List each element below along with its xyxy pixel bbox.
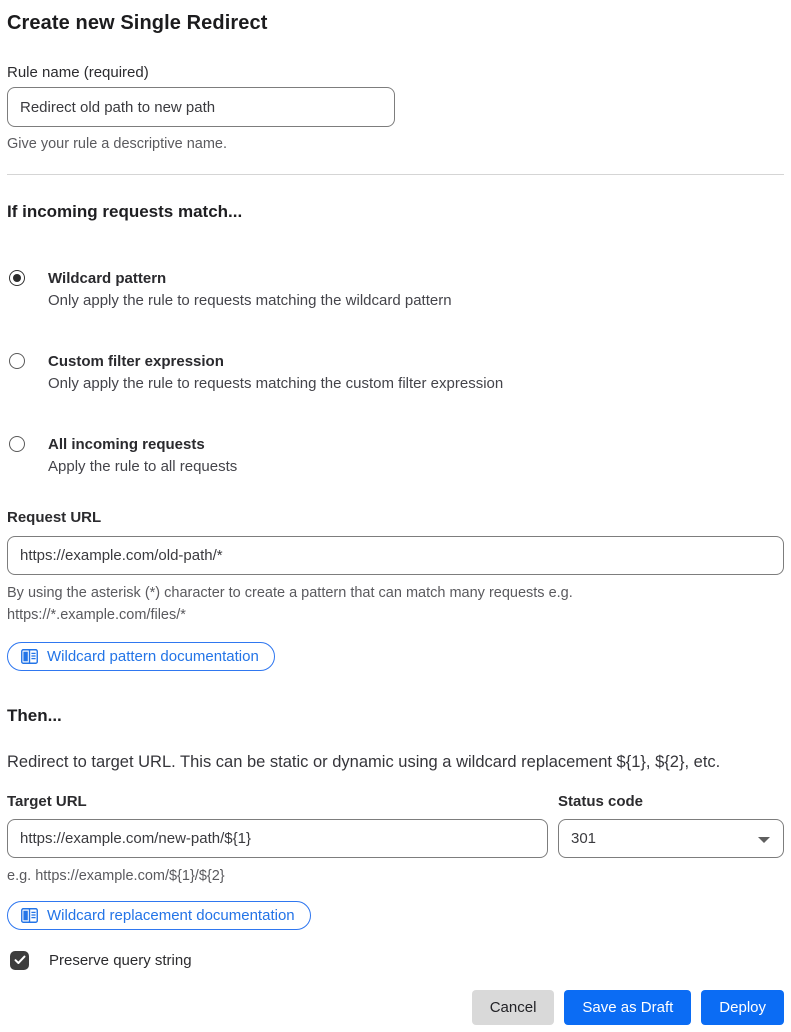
open-book-icon bbox=[21, 908, 38, 923]
status-code-label: Status code bbox=[558, 793, 644, 810]
preserve-query-checkbox[interactable] bbox=[10, 951, 29, 970]
radio-description: Apply the rule to all requests bbox=[48, 458, 238, 475]
radio-unselected-icon[interactable] bbox=[9, 436, 25, 452]
request-url-help: By using the asterisk (*) character to create a pattern that can match many requests e.g. https://*.example.com/files/* bbox=[7, 585, 573, 623]
open-book-icon bbox=[21, 649, 38, 664]
radio-selected-icon[interactable] bbox=[9, 270, 25, 286]
request-url-input[interactable] bbox=[7, 536, 784, 575]
radio-option-wildcard-pattern[interactable] bbox=[7, 268, 784, 312]
chevron-down-icon bbox=[758, 837, 770, 843]
cancel-button[interactable]: Cancel bbox=[472, 990, 555, 1025]
radio-description: Only apply the rule to requests matching the custom filter expression bbox=[48, 375, 504, 392]
wildcard-replacement-docs-button[interactable] bbox=[7, 901, 311, 930]
preserve-query-label: Preserve query string bbox=[49, 952, 192, 969]
radio-option-all-incoming-requests[interactable] bbox=[7, 434, 784, 478]
rule-name-label: Rule name (required) bbox=[7, 64, 149, 81]
target-url-label: Target URL bbox=[7, 793, 87, 810]
radio-unselected-icon[interactable] bbox=[9, 353, 25, 369]
request-url-label: Request URL bbox=[7, 509, 102, 526]
section-divider bbox=[7, 174, 784, 175]
target-url-input[interactable] bbox=[7, 819, 548, 858]
rule-name-input[interactable] bbox=[7, 87, 395, 127]
rule-name-help: Give your rule a descriptive name. bbox=[7, 136, 228, 152]
radio-description: Only apply the rule to requests matching the wildcard pattern bbox=[48, 292, 452, 309]
radio-option-custom-filter-expression[interactable] bbox=[7, 351, 784, 395]
doc-pill-label: Wildcard pattern documentation bbox=[47, 648, 259, 665]
footer-actions bbox=[7, 990, 784, 1025]
then-section-heading: Then... bbox=[7, 706, 62, 725]
preserve-query-row[interactable] bbox=[7, 951, 784, 970]
then-description: Redirect to target URL. This can be static or dynamic using a wildcard replacement ${1}, ${2}, etc. bbox=[7, 753, 721, 771]
checkmark-icon bbox=[14, 952, 26, 970]
status-code-select[interactable] bbox=[558, 819, 784, 858]
doc-pill-label: Wildcard replacement documentation bbox=[47, 907, 295, 924]
match-section-heading: If incoming requests match... bbox=[7, 202, 243, 221]
radio-label: Custom filter expression bbox=[48, 353, 224, 370]
wildcard-pattern-docs-button[interactable] bbox=[7, 642, 275, 671]
status-code-value: 301 bbox=[571, 830, 597, 847]
save-as-draft-button[interactable]: Save as Draft bbox=[564, 990, 691, 1025]
radio-label: Wildcard pattern bbox=[48, 270, 167, 287]
target-url-help: e.g. https://example.com/${1}/${2} bbox=[7, 868, 225, 884]
page-title: Create new Single Redirect bbox=[7, 12, 268, 34]
radio-label: All incoming requests bbox=[48, 436, 205, 453]
deploy-button[interactable]: Deploy bbox=[701, 990, 784, 1025]
